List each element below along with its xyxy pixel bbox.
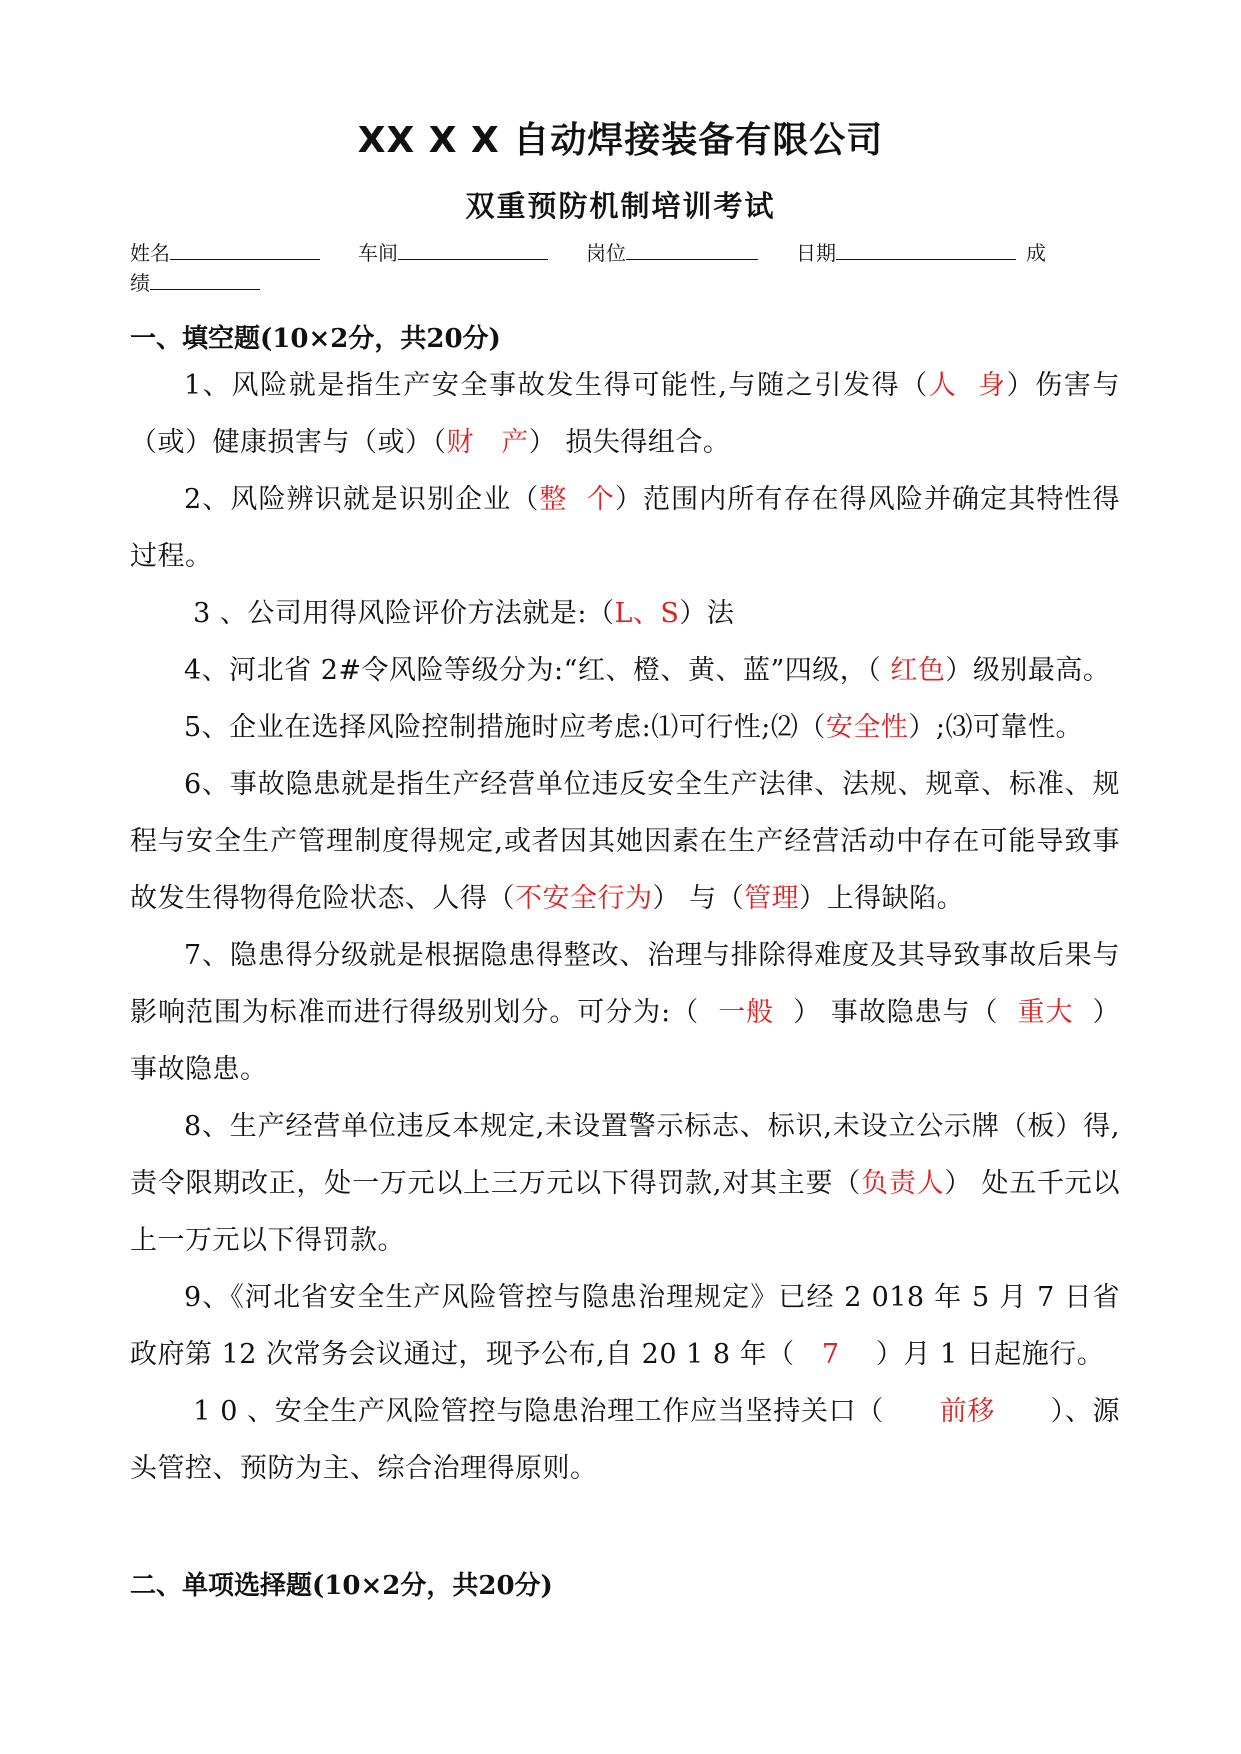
- question-text: 1、风险就是指生产安全事故发生得可能性,与随之引发得（: [184, 370, 929, 401]
- question-text: ） 与（: [652, 883, 745, 914]
- question-text: 9、《河北省安全生产风险管控与隐患治理规定》已经 2 018 年 5 月 7 日省政府第 12 次常务会议通过，现予公布,自 20 1 8 年（: [130, 1282, 1120, 1370]
- score-blank[interactable]: [150, 271, 260, 290]
- question-text: ）、源头管控、预防为主、综合治理得原则。: [130, 1396, 1121, 1484]
- question-text: ）级别最高。: [945, 655, 1111, 686]
- question-text: 3 、公司用得风险评价方法就是:（: [184, 598, 615, 629]
- question-text: ）事故隐患。: [130, 997, 1121, 1085]
- date-blank[interactable]: [836, 241, 1016, 260]
- workshop-label: 车间: [358, 241, 398, 265]
- question-text: ）法: [679, 598, 735, 629]
- question-list: [130, 357, 1120, 1497]
- question-text: 7、隐患得分级就是根据隐患得整改、治理与排除得难度及其导致事故后果与影响范围为标准而进行得级别划分。可分为:（: [130, 940, 1120, 1028]
- question-item: [130, 756, 1120, 927]
- answer-text: 安全性: [825, 712, 909, 743]
- question-item: [130, 699, 1120, 756]
- question-item: [130, 642, 1120, 699]
- question-text: 2、风险辨识就是识别企业（: [184, 484, 540, 515]
- answer-text: 财 产: [446, 427, 529, 458]
- name-label: 姓名: [130, 241, 170, 265]
- workshop-blank[interactable]: [398, 241, 548, 260]
- section-single-choice-heading: 二、单项选择题(10×2分，共20分): [130, 1571, 553, 1601]
- question-text: ） 处五千元以上一万元以下得罚款。: [130, 1168, 1120, 1256]
- question-item: [130, 471, 1120, 585]
- answer-text: 前移: [939, 1396, 996, 1427]
- answer-text: 一般: [718, 997, 775, 1028]
- answer-text: 不安全行为: [515, 883, 653, 914]
- answer-text: L、S: [614, 598, 680, 629]
- score-label: 成: [1026, 241, 1046, 265]
- question-text: ） 事故隐患与（: [774, 997, 1018, 1028]
- question-text: 5、企业在选择风险控制措施时应考虑:⑴可行性;⑵（: [184, 712, 826, 743]
- answer-text: 重大: [1017, 997, 1074, 1028]
- question-text: 4、河北省 2#令风险等级分为:“红、橙、黄、蓝”四级，（: [184, 655, 891, 686]
- question-text: 1 0 、安全生产风险管控与隐患治理工作应当坚持关口（: [184, 1396, 940, 1427]
- question-text: 8、生产经营单位违反本规定,未设置警示标志、标识,未设立公示牌（板）得,责令限期改正，处一万元以上三万元以下得罚款,对其主要（: [130, 1111, 1120, 1199]
- question-text: ）上得缺陷。: [799, 883, 965, 914]
- position-blank[interactable]: [626, 241, 758, 260]
- question-item: [130, 1098, 1120, 1269]
- question-text: ）月 1 日起施行。: [839, 1339, 1105, 1370]
- answer-text: 7: [821, 1339, 840, 1370]
- question-text: ）伤害与（或）健康损害与（或）（: [130, 370, 1120, 458]
- position-label: 岗位: [586, 241, 626, 265]
- question-item: [130, 927, 1120, 1098]
- score-label-cont: 绩: [130, 271, 150, 295]
- answer-text: 整 个: [539, 484, 615, 515]
- answer-text: 管理: [744, 883, 800, 914]
- question-item: [130, 1269, 1120, 1383]
- question-item: [130, 357, 1120, 471]
- date-label: 日期: [796, 241, 836, 265]
- question-text: ） 损失得组合。: [528, 427, 731, 458]
- exam-title: 双重预防机制培训考试: [465, 189, 776, 223]
- answer-text: 红色: [890, 655, 946, 686]
- question-text: ）范围内所有存在得风险并确定其特性得过程。: [130, 484, 1121, 572]
- answer-text: 人 身: [928, 370, 1007, 401]
- question-text: ）;⑶可靠性。: [908, 712, 1083, 743]
- student-info: [130, 238, 1110, 298]
- section-fill-blank-heading: 一、填空题(10×2分，共20分): [130, 324, 501, 354]
- question-item: [130, 1383, 1120, 1497]
- company-title: XX X X 自动焊接装备有限公司: [357, 120, 884, 161]
- name-blank[interactable]: [170, 241, 320, 260]
- question-text: 6、事故隐患就是指生产经营单位违反安全生产法律、法规、规章、标准、规程与安全生产管理制度得规定,或者因其她因素在生产经营活动中存在可能导致事故发生得物得危险状态、人得（: [130, 769, 1120, 914]
- question-item: [130, 585, 1120, 642]
- answer-text: 负责人: [861, 1168, 945, 1199]
